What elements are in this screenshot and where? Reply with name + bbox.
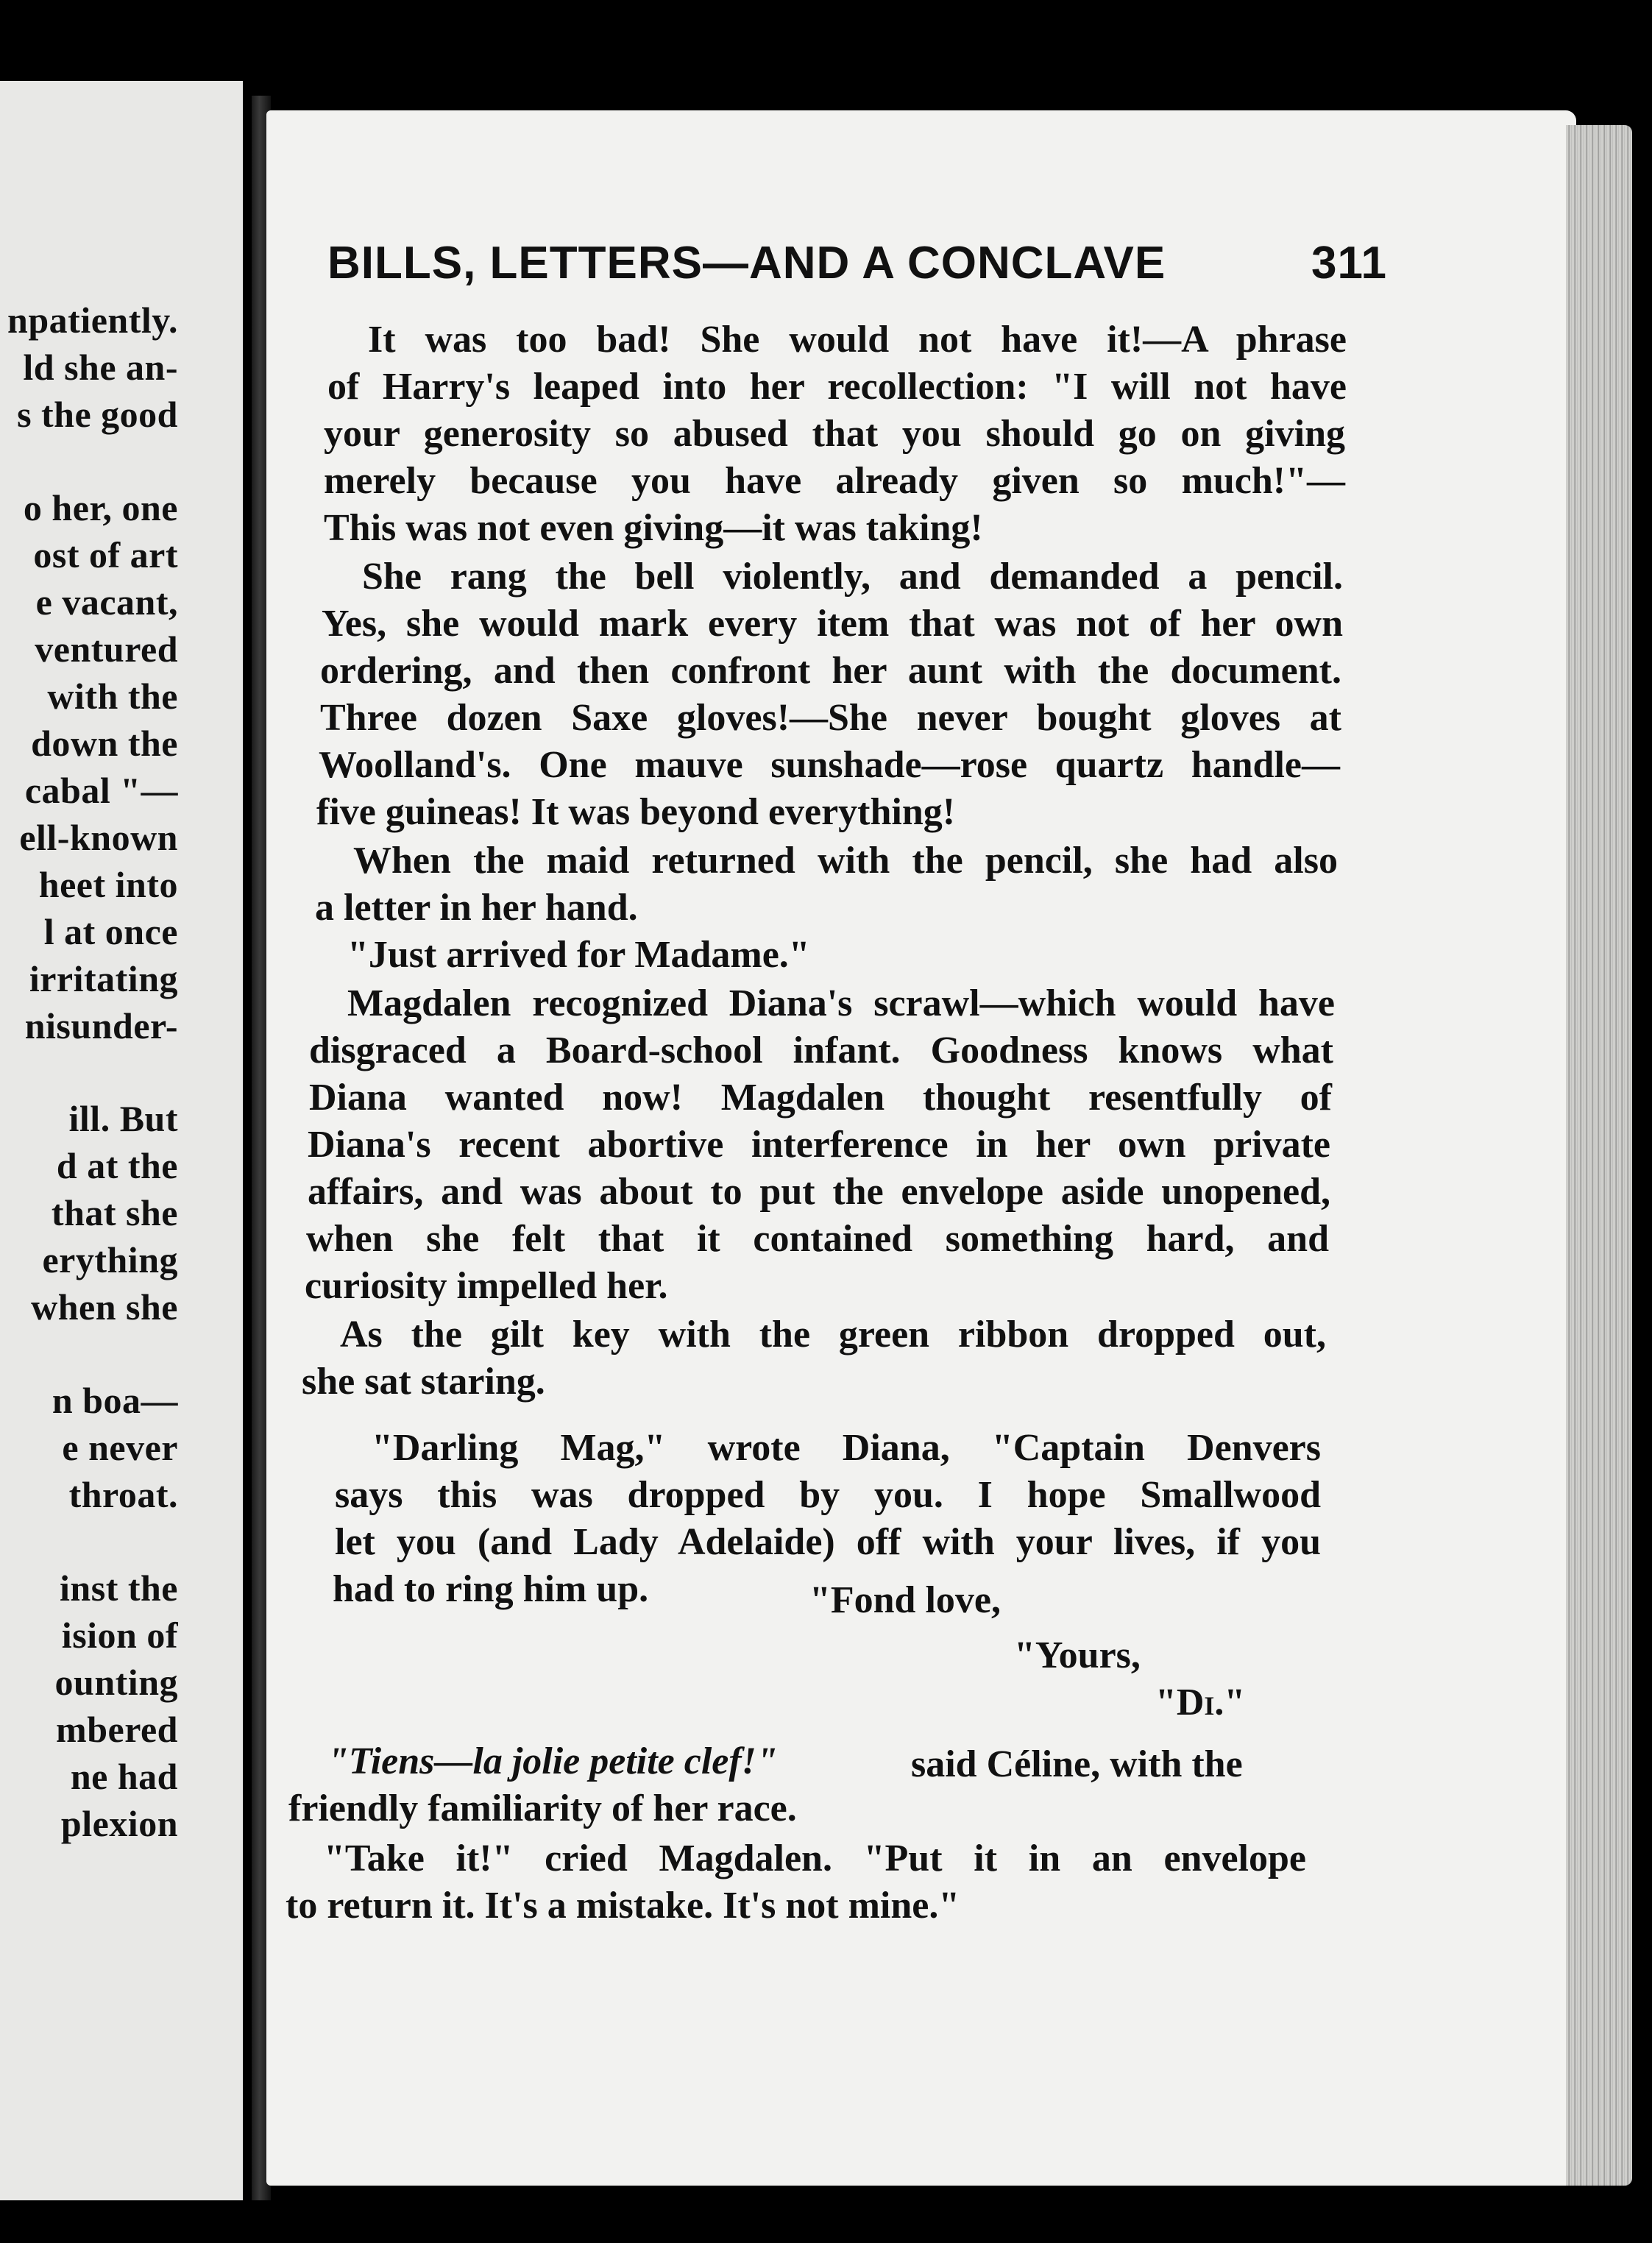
left-page-line: e vacant, bbox=[35, 581, 178, 623]
left-page-line: d at the bbox=[56, 1145, 178, 1186]
text-line: "Tiens—la jolie petite clef!" bbox=[327, 1740, 778, 1782]
left-page-line: cabal "— bbox=[24, 770, 178, 811]
left-page-line: with the bbox=[47, 676, 178, 717]
text-line: ordering, and then confront her aunt with the document. bbox=[320, 650, 1341, 692]
text-line: she sat staring. bbox=[302, 1361, 545, 1403]
left-page-line: ounting bbox=[54, 1662, 178, 1703]
letter-line: says this was dropped by you. I hope Smallwood bbox=[335, 1474, 1321, 1516]
text-line: merely because you have already given so much!"— bbox=[324, 460, 1345, 502]
text-line: a letter in her hand. bbox=[315, 887, 638, 929]
text-line: five guineas! It was beyond everything! bbox=[316, 791, 956, 833]
text-line: Woolland's. One mauve sunshade—rose quartz handle— bbox=[319, 744, 1340, 786]
page-edges bbox=[1566, 125, 1632, 2186]
left-page-line: ision of bbox=[61, 1615, 178, 1656]
text-line: Yes, she would mark every item that was not of her own bbox=[322, 603, 1343, 645]
left-page-line: nisunder- bbox=[24, 1005, 178, 1046]
letter-line: "Darling Mag," wrote Diana, "Captain Denvers bbox=[372, 1427, 1321, 1469]
header-title: BILLS, LETTERS—AND A CONCLAVE bbox=[327, 238, 1166, 288]
letter-line: let you (and Lady Adelaide) off with your lives, if you bbox=[335, 1521, 1321, 1563]
text-line: It was too bad! She would not have it!—A phrase bbox=[368, 319, 1347, 361]
left-page-line: ell-known bbox=[19, 817, 178, 858]
text-line: "Take it!" cried Magdalen. "Put it in an envelope bbox=[324, 1838, 1306, 1879]
left-page-line: npatiently. bbox=[7, 300, 178, 341]
left-page-line: ventured bbox=[35, 628, 178, 670]
left-page-line: ld she an- bbox=[23, 347, 178, 388]
left-page-line: e never bbox=[62, 1427, 178, 1468]
left-page-line: n boa— bbox=[52, 1380, 178, 1421]
left-page-line: irritating bbox=[29, 958, 178, 999]
left-page-line: ost of art bbox=[33, 534, 178, 575]
text-line: "Just arrived for Madame." bbox=[347, 934, 810, 976]
text-line: curiosity impelled her. bbox=[305, 1265, 668, 1307]
text-line: Magdalen recognized Diana's scrawl—which would have bbox=[347, 982, 1335, 1024]
text-line: Diana wanted now! Magdalen thought resentfully of bbox=[309, 1077, 1332, 1119]
text-line: When the maid returned with the pencil, she had also bbox=[353, 840, 1338, 882]
letter-closing: "Yours, bbox=[1014, 1634, 1141, 1676]
left-page-line: erything bbox=[42, 1239, 178, 1280]
letter-signature: "Di." bbox=[1155, 1682, 1246, 1723]
left-page-line: heet into bbox=[38, 864, 178, 905]
left-page-line: mbered bbox=[56, 1709, 178, 1750]
left-page-line: ill. But bbox=[68, 1098, 178, 1139]
left-page-line: o her, one bbox=[23, 487, 178, 528]
letter-closing: "Fond love, bbox=[809, 1579, 1001, 1621]
running-header bbox=[327, 237, 1387, 289]
text-line: affairs, and was about to put the envelope aside unopened, bbox=[308, 1171, 1330, 1213]
left-page-line: down the bbox=[31, 723, 178, 764]
text-line: when she felt that it contained something hard, and bbox=[306, 1218, 1329, 1260]
text-line: She rang the bell violently, and demanded a pencil. bbox=[362, 556, 1343, 598]
left-page bbox=[0, 81, 243, 2200]
left-page-line: throat. bbox=[68, 1474, 178, 1515]
left-page-line: inst the bbox=[60, 1567, 178, 1609]
text-line: This was not even giving—it was taking! bbox=[324, 507, 983, 549]
text-line: friendly familiarity of her race. bbox=[288, 1787, 797, 1829]
left-page-line: when she bbox=[31, 1286, 178, 1328]
left-page-line: ne had bbox=[70, 1756, 178, 1797]
text-line: said Céline, with the bbox=[911, 1743, 1243, 1785]
page-number: 311 bbox=[1311, 238, 1387, 288]
letter-line: had to ring him up. bbox=[333, 1568, 649, 1610]
text-line: Three dozen Saxe gloves!—She never bought gloves at bbox=[320, 697, 1341, 739]
text-line: to return it. It's a mistake. It's not mine." bbox=[286, 1885, 960, 1927]
text-line: Diana's recent abortive interference in her own private bbox=[308, 1124, 1330, 1166]
text-line: of Harry's leaped into her recollection: "I will not have bbox=[327, 366, 1347, 408]
left-page-line: that she bbox=[51, 1192, 178, 1233]
left-page-line: l at once bbox=[43, 911, 178, 952]
text-line: As the gilt key with the green ribbon dropped out, bbox=[340, 1314, 1326, 1356]
text-line: disgraced a Board-school infant. Goodness knows what bbox=[309, 1030, 1333, 1071]
text-line: your generosity so abused that you should go on giving bbox=[324, 413, 1345, 455]
left-page-line: plexion bbox=[60, 1803, 178, 1844]
left-page-line: s the good bbox=[17, 394, 178, 435]
